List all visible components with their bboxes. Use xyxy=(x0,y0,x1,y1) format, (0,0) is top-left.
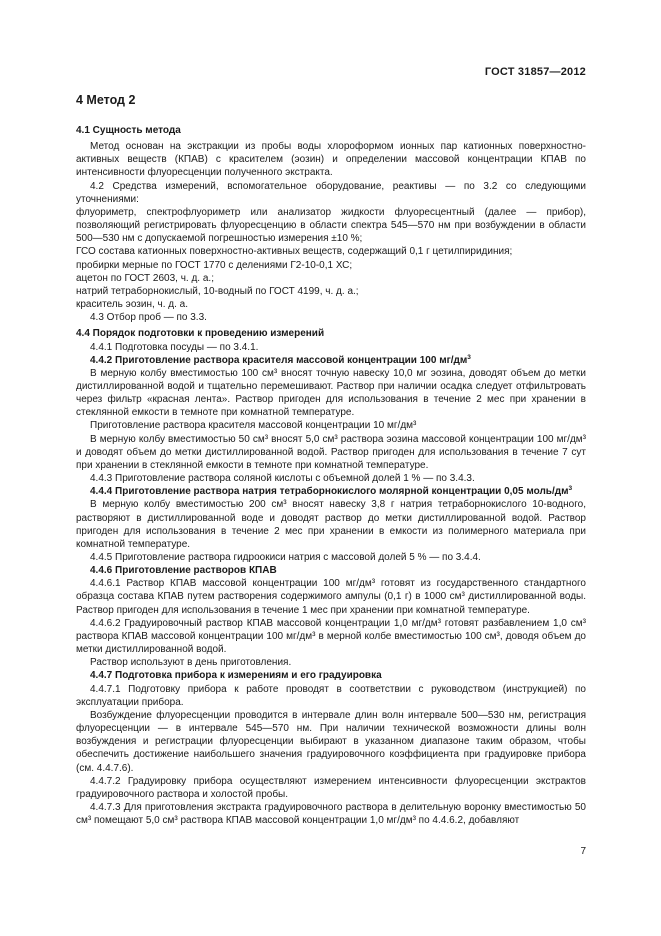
equipment-list xyxy=(76,206,586,311)
paragraph-4-2-intro: 4.2 Средства измерений, вспомогательное оборудование, реактивы — по 3.2 со следующими уточнениями: xyxy=(76,180,586,205)
paragraph-4-4-2-b: Приготовление раствора красителя массовой концентрации 10 мг/дм³ xyxy=(90,420,417,432)
paragraph-4-4-6-2-b: Раствор используют в день приготовления. xyxy=(90,657,292,669)
paragraph-4-4-4: В мерную колбу вместимостью 200 см³ вносят навеску 3,8 г натрия тетраборнокислого 10-водного, растворяют в дистиллированной воде и доводят раствор до метки дистиллированной водой. Раствор пригоден для использования в течение 2 мес при хранении в емкости из полимерного материала при комнатной температуре. xyxy=(76,499,586,550)
section-title: 4 Метод 2 xyxy=(76,93,136,107)
heading-4-4-4-text: 4.4.4 Приготовление раствора натрия тетраборнокислого молярной концентрации 0,05 моль/дм xyxy=(90,486,569,498)
paragraph-4-4-3: 4.4.3 Приготовление раствора соляной кислоты с объемной долей 1 % — по 3.4.3. xyxy=(90,473,475,485)
list-item: натрий тетраборнокислый, 10-водный по ГОСТ 4199, ч. д. а.; xyxy=(76,285,359,297)
paragraph-4-4-7-1-b: Возбуждение флуоресценции проводится в интервале длин волн интервале 500—530 нм, регистрация флуоресценции — в интервале 545—570 нм. При наличии технической возможности длины волн возбуждения и регистрации флуоресценции выбирают в указанном диапазоне таким образом, чтобы обеспечить достижение наибольшего значения градуировочного коэффициента при градуировке прибора (см. 4.4.7.6). xyxy=(76,709,586,774)
paragraph-4-4-2-a: В мерную колбу вместимостью 100 см³ вносят точную навеску 10,0 мг эозина, доводят объем до метки дистиллированной водой и тщательно перемешивают. Раствор при наличии осадка следует отфильтровать через фильтр «красная лента». Раствор пригоден для использования в течение 2 мес при хранении в стеклянной емкости в темноте при комнатной температуре. xyxy=(76,367,586,419)
paragraph-4-4-6-2: 4.4.6.2 Градуировочный раствор КПАВ массовой концентрации 1,0 мг/дм³ готовят разбавлением 1,0 см³ раствора КПАВ массовой концентрации 100 мг/дм³ в мерной колбе вместимостью 100 см³, доводя объем до метки дистиллированной водой. xyxy=(76,617,586,656)
page-content xyxy=(76,92,586,827)
paragraph-4-4-1: 4.4.1 Подготовка посуды — по 3.4.1. xyxy=(90,341,259,353)
page-number: 7 xyxy=(580,846,586,857)
list-item: ГСО состава катионных поверхностно-активных веществ, содержащий 0,1 г цетилпиридиния; xyxy=(76,246,513,258)
paragraph-4-1: Метод основан на экстракции из пробы воды хлороформом ионных пар катионных поверхностно-активных веществ (КПАВ) с красителем (эозин) и определении массовой концентрации КПАВ по интенсивности флуоресценции полученного экстракта. xyxy=(76,141,586,179)
heading-4-4-4 xyxy=(76,485,586,498)
heading-4-1: 4.1 Сущность метода xyxy=(76,125,181,136)
list-item: краситель эозин, ч. д. а. xyxy=(76,299,189,311)
heading-4-4: 4.4 Порядок подготовки к проведению измерений xyxy=(76,328,325,340)
list-item: ацетон по ГОСТ 2603, ч. д. а.; xyxy=(76,272,214,284)
paragraph-4-4-5: 4.4.5 Приготовление раствора гидроокиси натрия с массовой долей 5 % — по 3.4.4. xyxy=(90,552,481,563)
heading-4-4-2 xyxy=(76,354,586,367)
list-item: пробирки мерные по ГОСТ 1770 с делениями Г2-10-0,1 ХС; xyxy=(76,259,353,271)
heading-4-4-6: 4.4.6 Приготовление растворов КПАВ xyxy=(90,565,277,577)
paragraph-4-4-7-3: 4.4.7.3 Для приготовления экстракта градуировочного раствора в делительную воронку вместимостью 50 см³ помещают 5,0 см³ раствора КПАВ массовой концентрации 1,0 мг/дм³ по 4.4.6.2, добавляют xyxy=(76,801,586,827)
paragraph-4-4-7-2: 4.4.7.2 Градуировку прибора осуществляют измерением интенсивности флуоресценции экстрактов градуировочного раствора и холостой пробы. xyxy=(76,775,586,800)
paragraph-4-4-6-1: 4.4.6.1 Раствор КПАВ массовой концентрации 100 мг/дм³ готовят из государственного стандартного образца состава КПАВ путем растворения содержимого ампулы (0,1 г) в 1000 см³ дистиллированной воды. Раствор пригоден для использования в течение 1 мес при хранении при комнатной температуре. xyxy=(76,578,586,616)
paragraph-4-3: 4.3 Отбор проб — по 3.3. xyxy=(90,312,207,324)
paragraph-4-4-2-c: В мерную колбу вместимостью 50 см³ вносят 5,0 см³ раствора эозина массовой концентрации 100 мг/дм³ и доводят объем до метки дистиллированной водой. Раствор пригоден для использования в течение 7 сут при хранении в стеклянной емкости в темноте при комнатной температуре. xyxy=(76,433,586,471)
list-item: флуориметр, спектрофлуориметр или анализатор жидкости флуоресцентный (далее — прибор), позволяющий регистрировать флуоресценцию в области спектра 545—570 нм при возбуждении в области 500—530 нм с допускаемой погрешностью измерения ±10 %; xyxy=(76,206,586,245)
superscript-3: 3 xyxy=(568,485,573,493)
paragraph-4-4-7-1: 4.4.7.1 Подготовку прибора к работе проводят в соответствии с руководством (инструкцией) по эксплуатации прибора. xyxy=(76,683,586,708)
superscript-3: 3 xyxy=(467,353,471,361)
document-code-header: ГОСТ 31857—2012 xyxy=(484,66,586,78)
heading-4-4-7: 4.4.7 Подготовка прибора к измерениям и его градуировка xyxy=(90,670,382,682)
heading-4-4-2-text: 4.4.2 Приготовление раствора красителя массовой концентрации 100 мг/дм xyxy=(90,354,468,366)
